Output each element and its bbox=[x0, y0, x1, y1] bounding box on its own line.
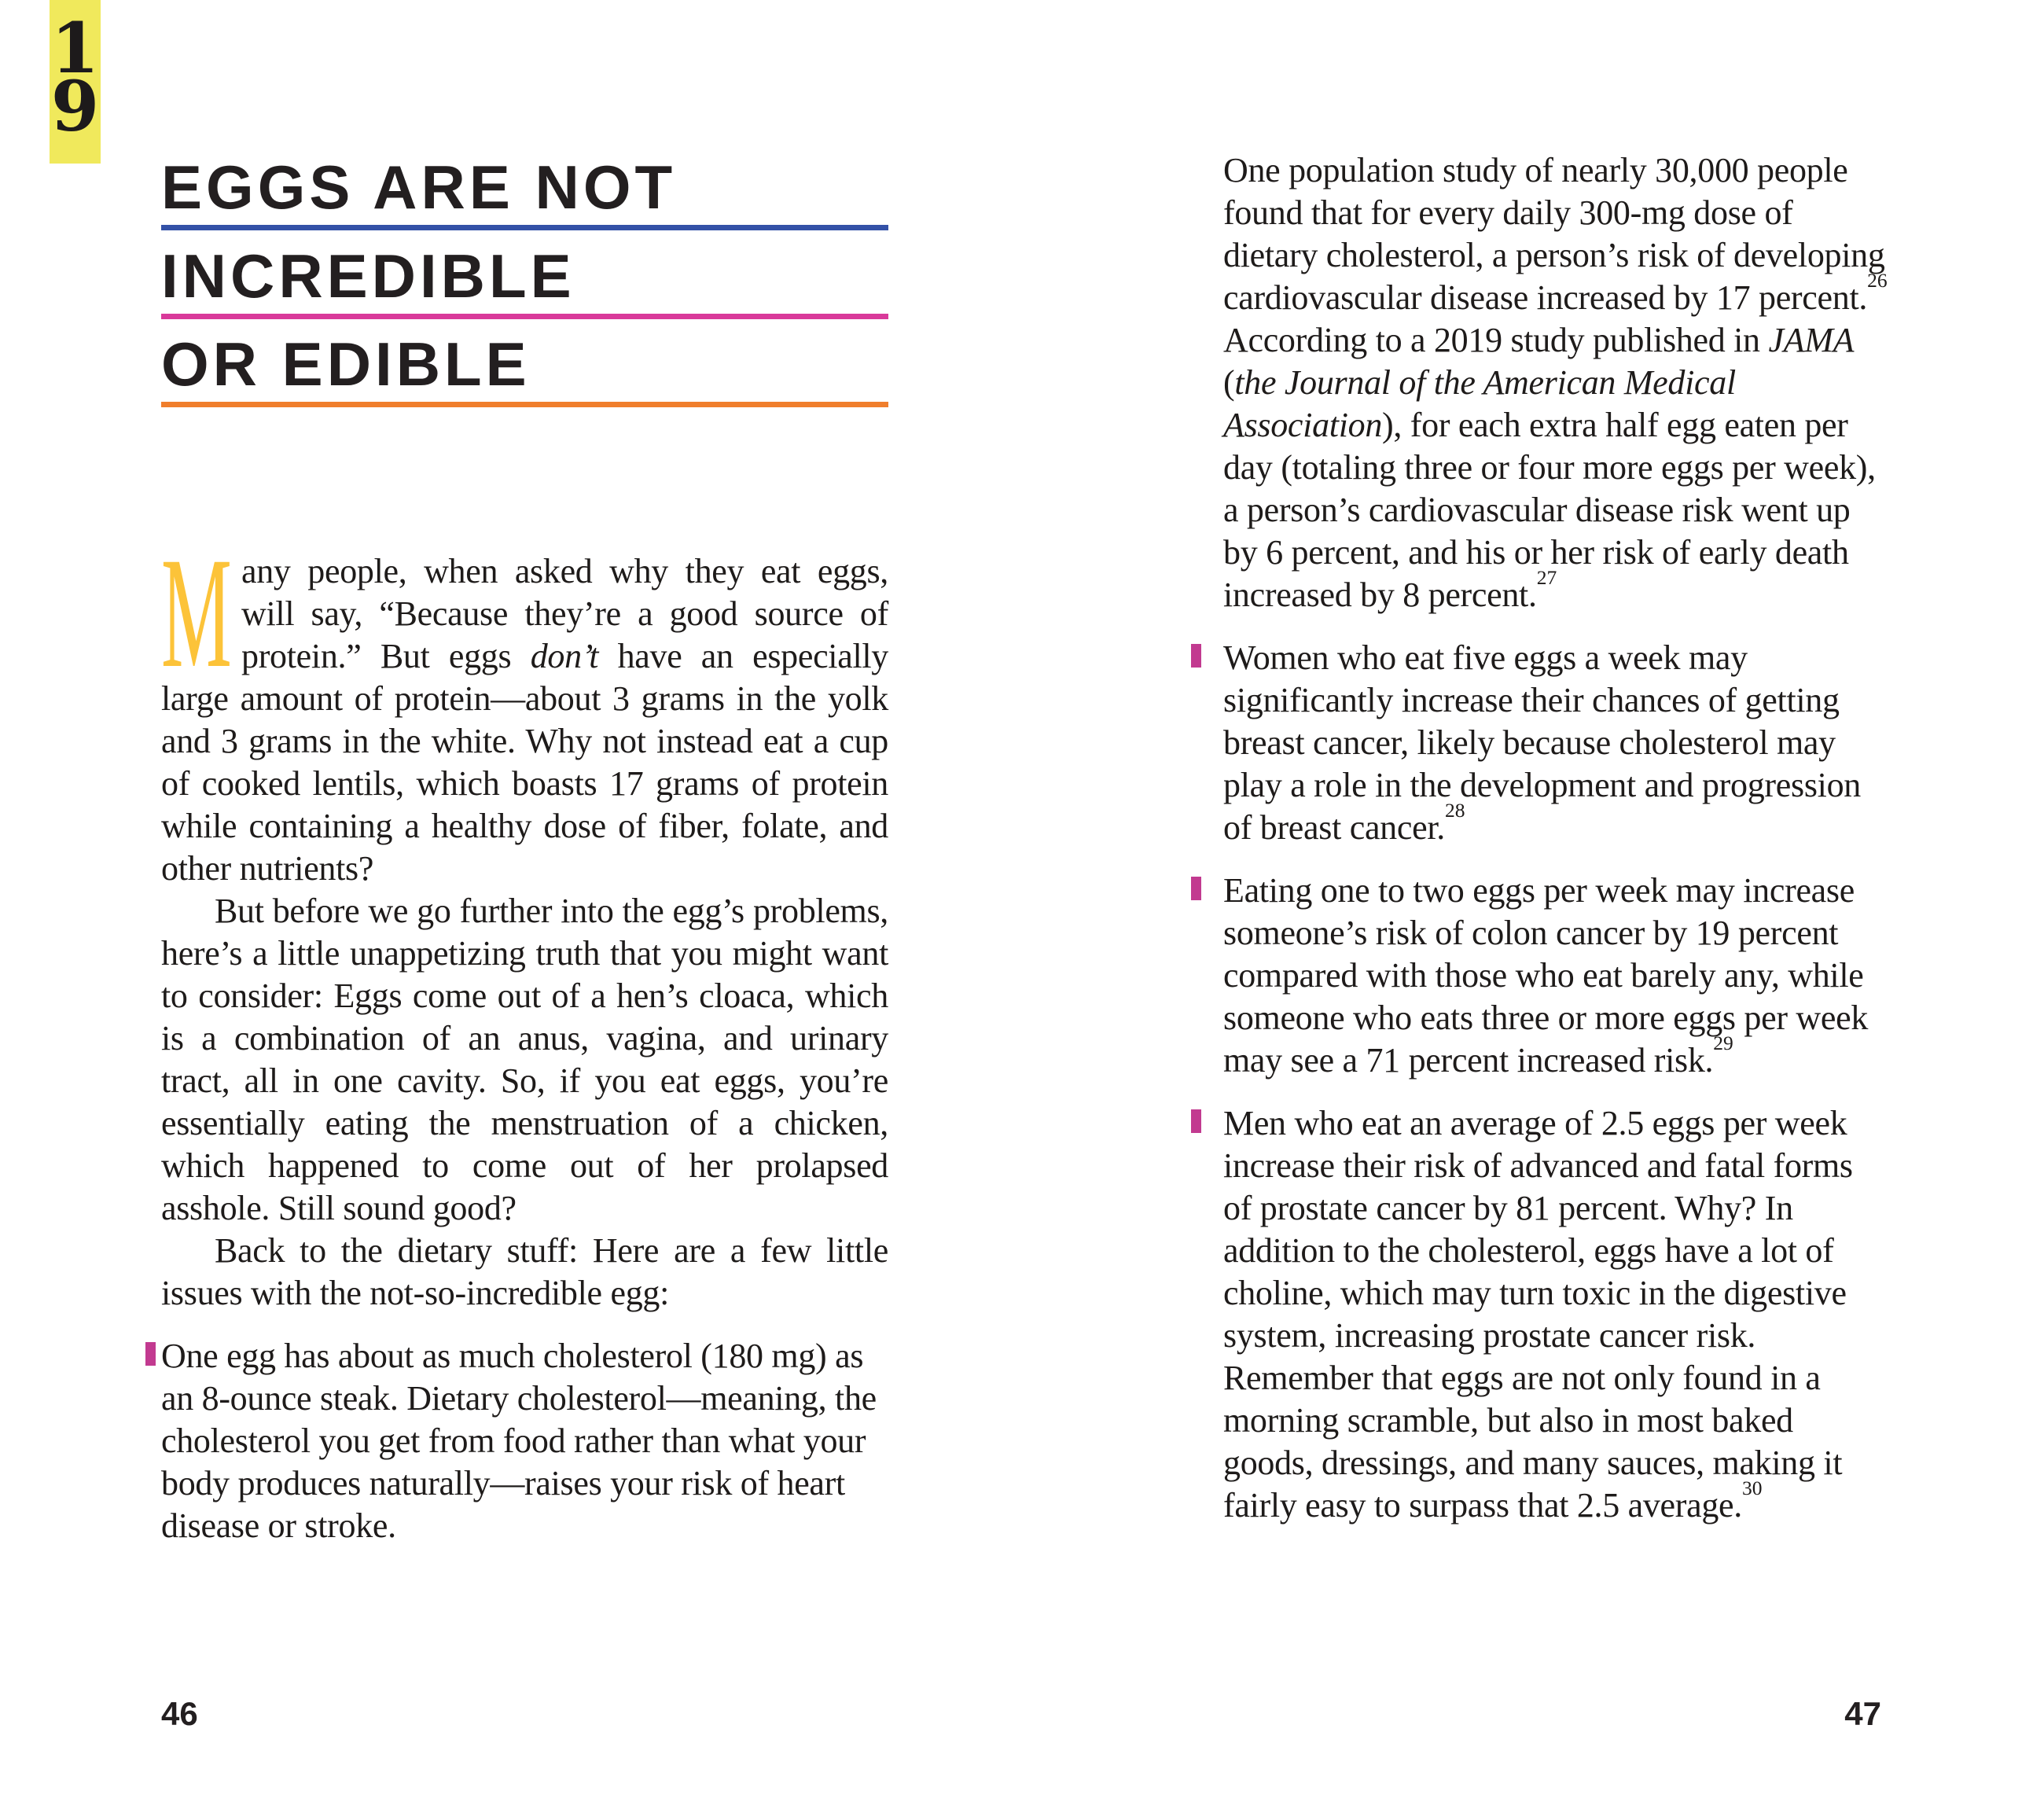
chapter-title-line-2: INCREDIBLE bbox=[161, 238, 888, 319]
bullet-text-body: Eating one to two eggs per week may increase someone’s risk of colon cancer by 19 percent compared with those who eat barely any, while someone who eats three or more eggs per week may see a 71 percent increased risk. bbox=[1223, 871, 1869, 1080]
bullet-text-body: Women who eat five eggs a week may significantly increase their chances of getting breast cancer, likely because cholesterol may play a role in the development and progression of breast cancer. bbox=[1223, 638, 1861, 847]
bullet-text-body: Men who eat an average of 2.5 eggs per week increase their risk of advanced and fatal forms of prostate cancer by 81 percent. Why? In addition to the cholesterol, eggs have a lot of choline, which may turn toxic in the digestive system, increasing prostate cancer risk. Remember that eggs are not only found in a morning scramble, but also in most baked goods, dressings, and many sauces, making it fairly easy to surpass that 2.5 average. bbox=[1223, 1104, 1853, 1525]
chapter-digit-9: 9 bbox=[50, 65, 100, 147]
bullet-text: One egg has about as much cholesterol (180 mg) as an 8-ounce steak. Dietary cholesterol—meaning, the cholesterol you get from food rather than what your body produces naturally—raises your risk of heart disease or stroke. bbox=[161, 1337, 877, 1545]
footnote-ref-30: 30 bbox=[1742, 1477, 1763, 1500]
bullet-square-icon bbox=[1191, 1109, 1201, 1133]
opening-paragraph bbox=[161, 524, 888, 890]
bullet-text bbox=[1223, 637, 1888, 849]
paragraph: But before we go further into the egg’s problems, here’s a little unappetizing truth that you might want to consider: Eggs come out of a hen’s cloaca, which is a combination of an anus, vagina, and urinary tract, all in one cavity. So, if you eat eggs, you’re essentially eating the menstruation of a chicken, which happened to come out of her prolapsed asshole. Still sound good? bbox=[161, 892, 888, 1227]
paragraph-text: ), for each extra half egg eaten per day (totaling three or four more eggs per week), a person’s cardiovascular disease risk went up by 6 percent, and his or her risk of early death increased by 8 percent. bbox=[1223, 406, 1876, 614]
page-number-right: 47 bbox=[1844, 1695, 1881, 1732]
bullet-square-icon bbox=[1191, 877, 1201, 900]
bullet-text bbox=[1223, 870, 1888, 1082]
footnote-ref-28: 28 bbox=[1444, 799, 1465, 822]
footnote-ref-29: 29 bbox=[1713, 1032, 1733, 1055]
paragraph-text: any people, when asked why they eat eggs, will say, “Because they’re a good source of protein.” But eggs bbox=[241, 552, 888, 675]
left-text-column bbox=[161, 524, 888, 1547]
bullet-item bbox=[1223, 637, 1888, 849]
right-text-column bbox=[1223, 149, 1888, 1527]
right-page bbox=[1022, 0, 2044, 1817]
bullet-text bbox=[1223, 1102, 1888, 1527]
paragraph-text: ( bbox=[1223, 363, 1235, 402]
chapter-title-line-3: OR EDIBLE bbox=[161, 326, 888, 407]
dropcap-letter: M bbox=[161, 524, 232, 701]
footnote-ref-26: 26 bbox=[1867, 269, 1888, 292]
bullet-item bbox=[1223, 1102, 1888, 1527]
bullet-item bbox=[1223, 870, 1888, 1082]
paragraph-text: One population study of nearly 30,000 people found that for every daily 300-mg dose of dietary cholesterol, a person’s risk of developing cardiovascular disease increased by 17 percent. bbox=[1223, 151, 1885, 317]
footnote-ref-27: 27 bbox=[1536, 566, 1557, 590]
journal-abbrev: JAMA bbox=[1768, 321, 1855, 359]
paragraph-text: According to a 2019 study published in bbox=[1223, 321, 1769, 359]
chapter-number-tab bbox=[50, 0, 101, 164]
bullet-item bbox=[161, 1335, 888, 1547]
paragraph: Back to the dietary stuff: Here are a few little issues with the not-so-incredible egg: bbox=[161, 1231, 888, 1312]
bullet-square-icon bbox=[1191, 644, 1201, 668]
chapter-digit-1: 1 bbox=[50, 7, 100, 89]
chapter-title-line-1: EGGS ARE NOT bbox=[161, 149, 888, 230]
continuation-paragraph bbox=[1223, 149, 1888, 616]
paragraph-text: have an especially large amount of protein—about 3 grams in the yolk and 3 grams in the white. Why not instead eat a cup of cooked lentils, which boasts 17 grams of protein while containing a healthy dose of fiber, folate, and other nutrients? bbox=[161, 637, 888, 888]
page-number-left: 46 bbox=[161, 1695, 198, 1732]
journal-full-name: the Journal of the American Medical Association bbox=[1223, 363, 1736, 444]
emphasized-word: don’t bbox=[530, 637, 599, 675]
bullet-square-icon bbox=[145, 1342, 156, 1366]
